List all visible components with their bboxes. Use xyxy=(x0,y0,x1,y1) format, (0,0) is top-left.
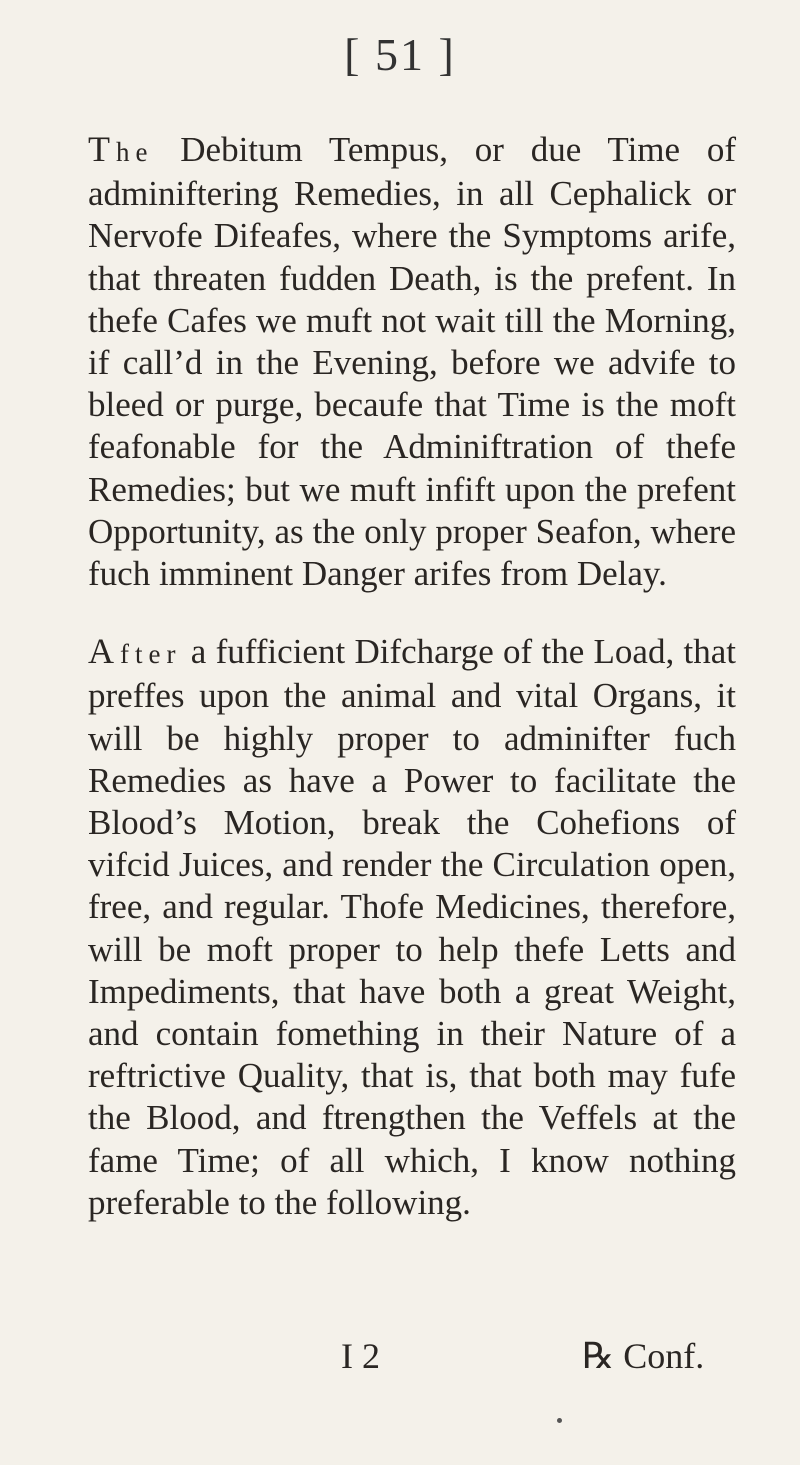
catchword: ℞ Conf. xyxy=(582,1336,705,1376)
paragraph-1 xyxy=(88,128,736,595)
lead-small-caps: fter xyxy=(120,639,182,670)
signature-mark: I 2 xyxy=(341,1336,380,1376)
paragraph-lead-word xyxy=(88,632,181,671)
page-number: [ 51 ] xyxy=(344,29,456,80)
body-text xyxy=(88,128,736,1224)
lead-capital: T xyxy=(88,129,116,169)
paragraph-text: Debitum Tempus, or due Time of adminiftering Remedies, in all Cephalick or Nervofe Difeafes, where the Symptoms arife, that threaten fudden Death, is the prefent. In thefe Cafes we muft not wait till the Morning, if call’d in the Evening, before we advife to bleed or purge, becaufe that Time is the moft feafonable for the Adminiftration of thefe Remedies; but we muft infift upon the prefent Opportunity, as the only proper Seafon, where fuch imminent Danger arifes from Delay. xyxy=(88,130,736,594)
lead-capital: A xyxy=(88,631,120,672)
paragraph-text: a fufficient Difcharge of the Load, that preffes upon the animal and vital Organs, it will be highly proper to adminifter fuch Remedies as have a Power to facilitate the Blood’s Motion, break the Cohefions of vifcid Juices, and render the Circulation open, free, and regular. Thofe Medicines, therefore, will be moft proper to help thefe Letts and Impediments, that have both a great Weight, and contain fomething in their Nature of a reftrictive Quality, that is, that both may fufe the Blood, and ftrengthen the Veffels at the fame Time; of all which, I know nothing preferable to the following. xyxy=(88,632,736,1222)
paragraph-lead-word xyxy=(88,130,153,169)
lead-small-caps: he xyxy=(116,137,154,167)
ink-speck xyxy=(557,1418,562,1423)
paragraph-2 xyxy=(88,630,736,1224)
